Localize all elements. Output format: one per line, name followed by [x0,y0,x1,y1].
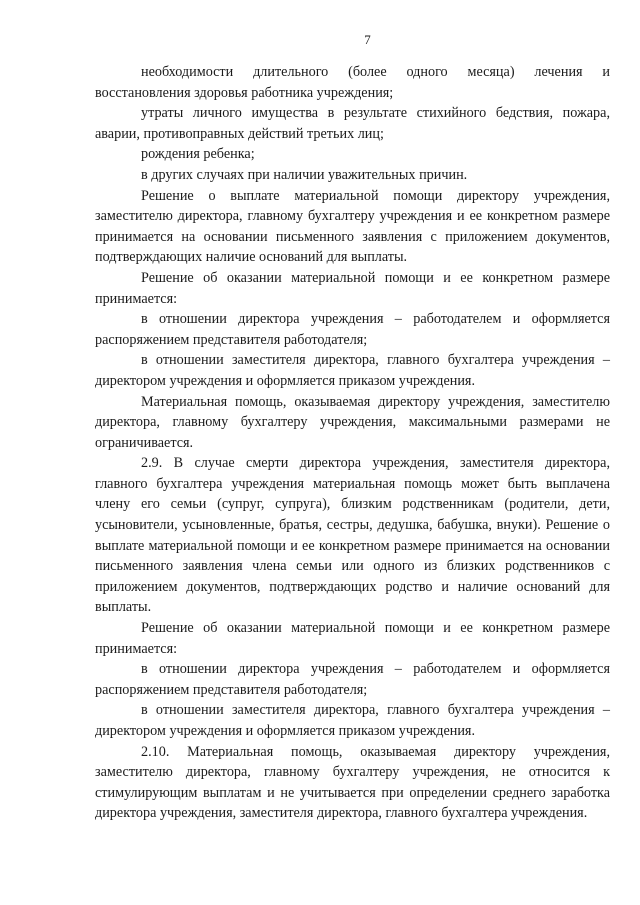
paragraph: в отношении директора учреждения – работодателем и оформляется распоряжением представителя работодателя; [95,311,610,348]
paragraph: в отношении заместителя директора, главного бухгалтера учреждения – директором учреждения и оформляется приказом учреждения. [95,352,610,389]
paragraph-section-2-9: 2.9. В случае смерти директора учреждения, заместителя директора, главного бухгалтера учреждения материальная помощь может быть выплачена члену его семьи (супруг, супруга), близким родственникам (родители, дети, усыновители, усыновленные, братья, сестры, дедушка, бабушка, внуки). Решение о выплате материальной помощи и ее конкретном размере принимается на основании письменного заявления члена семьи или одного из близких родственников с приложением документов, подтверждающих родство и наличие оснований для выплаты. [95,455,610,616]
paragraph: Решение о выплате материальной помощи директору учреждения, заместителю директора, главному бухгалтеру учреждения и ее конкретном размере принимается на основании письменного заявления с приложением документов, подтверждающих наличие оснований для выплаты. [95,187,610,266]
paragraph: рождения ребенка; [141,146,255,163]
document-body [95,62,610,824]
paragraph: в других случаях при наличии уважительных причин. [141,166,468,183]
paragraph-section-2-10: 2.10. Материальная помощь, оказываемая директору учреждения, заместителю директора, главному бухгалтеру учреждения, не относится к стимулирующим выплатам и не учитывается при определении среднего заработка директора учреждения, заместителя директора, главного бухгалтера учреждения. [95,743,610,822]
paragraph: в отношении директора учреждения – работодателем и оформляется распоряжением представителя работодателя; [95,661,610,698]
paragraph: необходимости длительного (более одного месяца) лечения и восстановления здоровья работника учреждения; [95,64,610,101]
paragraph: в отношении заместителя директора, главного бухгалтера учреждения – директором учреждения и оформляется приказом учреждения. [95,702,610,739]
paragraph: Материальная помощь, оказываемая директору учреждения, заместителю директора, главному бухгалтеру учреждения, максимальными размерами не ограничивается. [95,393,610,451]
paragraph: утраты личного имущества в результате стихийного бедствия, пожара, аварии, противоправных действий третьих лиц; [95,105,610,142]
paragraph: Решение об оказании материальной помощи и ее конкретном размере принимается: [95,269,610,307]
page-number: 7 [364,32,371,47]
paragraph: Решение об оказании материальной помощи и ее конкретном размере принимается: [95,620,610,657]
